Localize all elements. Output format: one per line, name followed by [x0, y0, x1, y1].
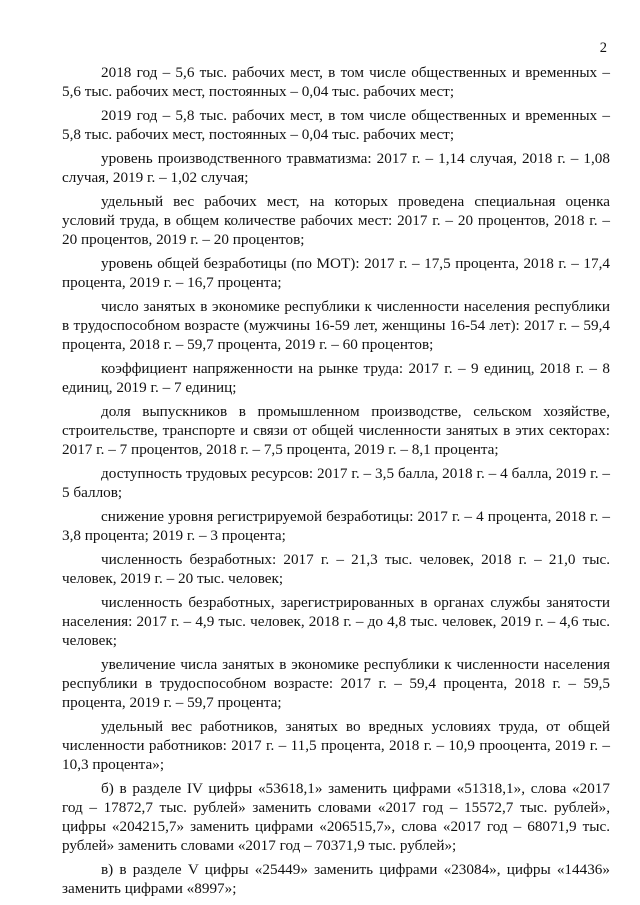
paragraph: 2018 год – 5,6 тыс. рабочих мест, в том числе общественных и временных – 5,6 тыс. рабочих мест, постоянных – 0,04 тыс. рабочих мест; [62, 64, 610, 100]
paragraph: доля выпускников в промышленном производстве, сельском хозяйстве, строительстве, транспорте и связи от общей численности занятых в этих секторах: 2017 г. – 7 процентов, 2018 г. – 7,5 процента, 2019 г. – 8,1 процента; [62, 403, 610, 458]
paragraph: численность безработных: 2017 г. – 21,3 тыс. человек, 2018 г. – 21,0 тыс. человек, 2019 г. – 20 тыс. человек; [62, 551, 610, 587]
paragraph: 2019 год – 5,8 тыс. рабочих мест, в том числе общественных и временных – 5,8 тыс. рабочих мест, постоянных – 0,04 тыс. рабочих мест; [62, 107, 610, 143]
paragraph: удельный вес рабочих мест, на которых проведена специальная оценка условий труда, в общем количестве рабочих мест: 2017 г. – 20 процентов, 2018 г. – 20 процентов, 2019 г. – 20 процентов; [62, 193, 610, 248]
paragraph: увеличение числа занятых в экономике республики к численности населения республики в трудоспособном возрасте: 2017 г. – 59,4 процента, 2018 г. – 59,5 процента, 2019 г. – 59,7 процента; [62, 656, 610, 711]
paragraph: б) в разделе IV цифры «53618,1» заменить цифрами «51318,1», слова «2017 год – 17872,7 тыс. рублей» заменить словами «2017 год – 15572,7 тыс. рублей», цифры «204215,7» заменить цифрами «206515,7», слова «2017 год – 68071,9 тыс. рублей» заменить словами «2017 год – 70371,9 тыс. рублей»; [62, 780, 610, 854]
paragraph: число занятых в экономике республики к численности населения республики в трудоспособном возрасте (мужчины 16-59 лет, женщины 16-54 лет): 2017 г. – 59,4 процента, 2018 г. – 59,7 процента, 2019 г. – 60 процентов; [62, 298, 610, 353]
paragraph: в) в разделе V цифры «25449» заменить цифрами «23084», цифры «14436» заменить цифрами «8997»; [62, 861, 610, 897]
paragraph: доступность трудовых ресурсов: 2017 г. – 3,5 балла, 2018 г. – 4 балла, 2019 г. – 5 баллов; [62, 465, 610, 501]
paragraph: уровень общей безработицы (по МОТ): 2017 г. – 17,5 процента, 2018 г. – 17,4 процента, 2019 г. – 16,7 процента; [62, 255, 610, 291]
page-number: 2 [599, 40, 607, 56]
paragraph: коэффициент напряженности на рынке труда: 2017 г. – 9 единиц, 2018 г. – 8 единиц, 2019 г. – 7 единиц; [62, 360, 610, 396]
paragraph: снижение уровня регистрируемой безработицы: 2017 г. – 4 процента, 2018 г. – 3,8 процента; 2019 г. – 3 процента; [62, 508, 610, 544]
paragraph: численность безработных, зарегистрированных в органах службы занятости населения: 2017 г. – 4,9 тыс. человек, 2018 г. – до 4,8 тыс. человек, 2019 г. – 4,6 тыс. человек; [62, 594, 610, 649]
document-body [62, 63, 610, 903]
paragraph: уровень производственного травматизма: 2017 г. – 1,14 случая, 2018 г. – 1,08 случая, 2019 г. – 1,02 случая; [62, 150, 610, 186]
paragraph: удельный вес работников, занятых во вредных условиях труда, от общей численности работников: 2017 г. – 11,5 процента, 2018 г. – 10,9 проoцента, 2019 г. – 10,3 процента»; [62, 718, 610, 773]
